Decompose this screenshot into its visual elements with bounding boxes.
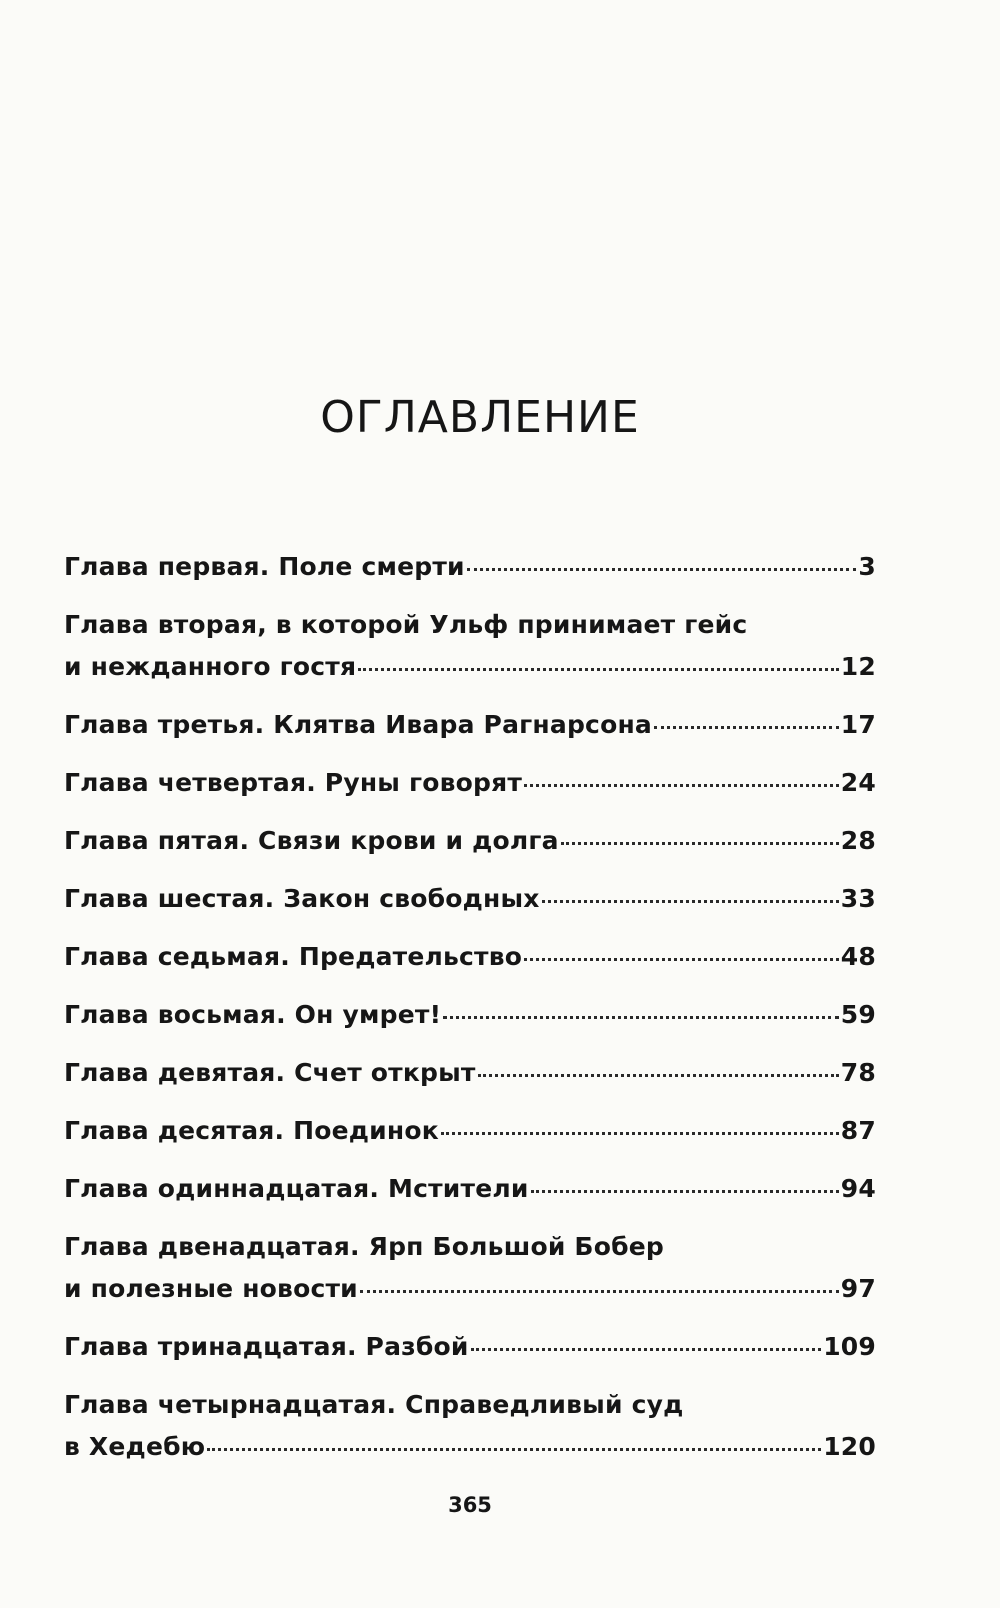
dot-leader (467, 568, 857, 571)
toc-entry (64, 936, 876, 978)
toc-entry-title: в Хедебю (64, 1432, 206, 1461)
toc-entry (64, 994, 876, 1036)
toc-entry (64, 604, 876, 688)
toc-entry-page: 17 (840, 710, 876, 739)
toc-entry-page: 78 (840, 1058, 876, 1087)
dot-leader (531, 1190, 839, 1193)
toc-entry (64, 1168, 876, 1210)
toc-entry (64, 704, 876, 746)
toc-entry (64, 1110, 876, 1152)
toc-entry (64, 546, 876, 588)
toc-entry (64, 1384, 876, 1468)
toc-entry-page: 12 (840, 652, 876, 681)
toc-entry-page: 59 (840, 1000, 876, 1029)
dot-leader (654, 726, 839, 729)
toc-entry-page: 94 (840, 1174, 876, 1203)
dot-leader (471, 1348, 822, 1351)
dot-leader (360, 1290, 839, 1293)
dot-leader (524, 784, 839, 787)
toc-entry-title: Глава пятая. Связи крови и долга (64, 826, 559, 855)
toc-entry-title: Глава первая. Поле смерти (64, 552, 465, 581)
dot-leader (207, 1448, 821, 1451)
page-title: ОГЛАВЛЕНИЕ (320, 392, 640, 443)
dot-leader (542, 900, 839, 903)
dot-leader (478, 1074, 839, 1077)
toc-entry-title: и нежданного гостя (64, 652, 357, 681)
toc-entry-page: 33 (840, 884, 876, 913)
dot-leader (561, 842, 839, 845)
toc-entry-page: 28 (840, 826, 876, 855)
toc-entry-title: Глава шестая. Закон свободных (64, 884, 540, 913)
dot-leader (441, 1132, 839, 1135)
toc-entry-title: Глава одиннадцатая. Мстители (64, 1174, 529, 1203)
toc-entry-title: Глава четвертая. Руны говорят (64, 768, 523, 797)
table-of-contents (64, 546, 876, 1484)
dot-leader (443, 1016, 839, 1019)
toc-entry-title: Глава третья. Клятва Ивара Рагнарсона (64, 710, 652, 739)
toc-entry-title: Глава тринадцатая. Разбой (64, 1332, 469, 1361)
toc-entry (64, 762, 876, 804)
toc-entry-title: Глава восьмая. Он умрет! (64, 1000, 442, 1029)
toc-entry-title: Глава седьмая. Предательство (64, 942, 523, 971)
dot-leader (358, 668, 839, 671)
toc-entry (64, 1226, 876, 1310)
toc-entry-title-line1: Глава вторая, в которой Ульф принимает гейс (64, 610, 748, 639)
toc-entry (64, 1052, 876, 1094)
toc-entry-page: 120 (823, 1432, 876, 1461)
toc-entry-page: 109 (823, 1332, 876, 1361)
toc-entry-page: 24 (840, 768, 876, 797)
toc-entry-page: 3 (858, 552, 876, 581)
toc-entry-title: Глава десятая. Поединок (64, 1116, 439, 1145)
toc-entry-title-line1: Глава четырнадцатая. Справедливый суд (64, 1390, 684, 1419)
toc-entry-page: 48 (840, 942, 876, 971)
toc-entry (64, 878, 876, 920)
toc-entry-title: и полезные новости (64, 1274, 358, 1303)
toc-entry-title: Глава девятая. Счет открыт (64, 1058, 476, 1087)
toc-entry (64, 1326, 876, 1368)
toc-entry-title-line1: Глава двенадцатая. Ярп Большой Бобер (64, 1232, 664, 1261)
page-number: 365 (448, 1493, 492, 1517)
toc-entry-page: 97 (840, 1274, 876, 1303)
toc-entry (64, 820, 876, 862)
toc-entry-page: 87 (840, 1116, 876, 1145)
dot-leader (524, 958, 839, 961)
